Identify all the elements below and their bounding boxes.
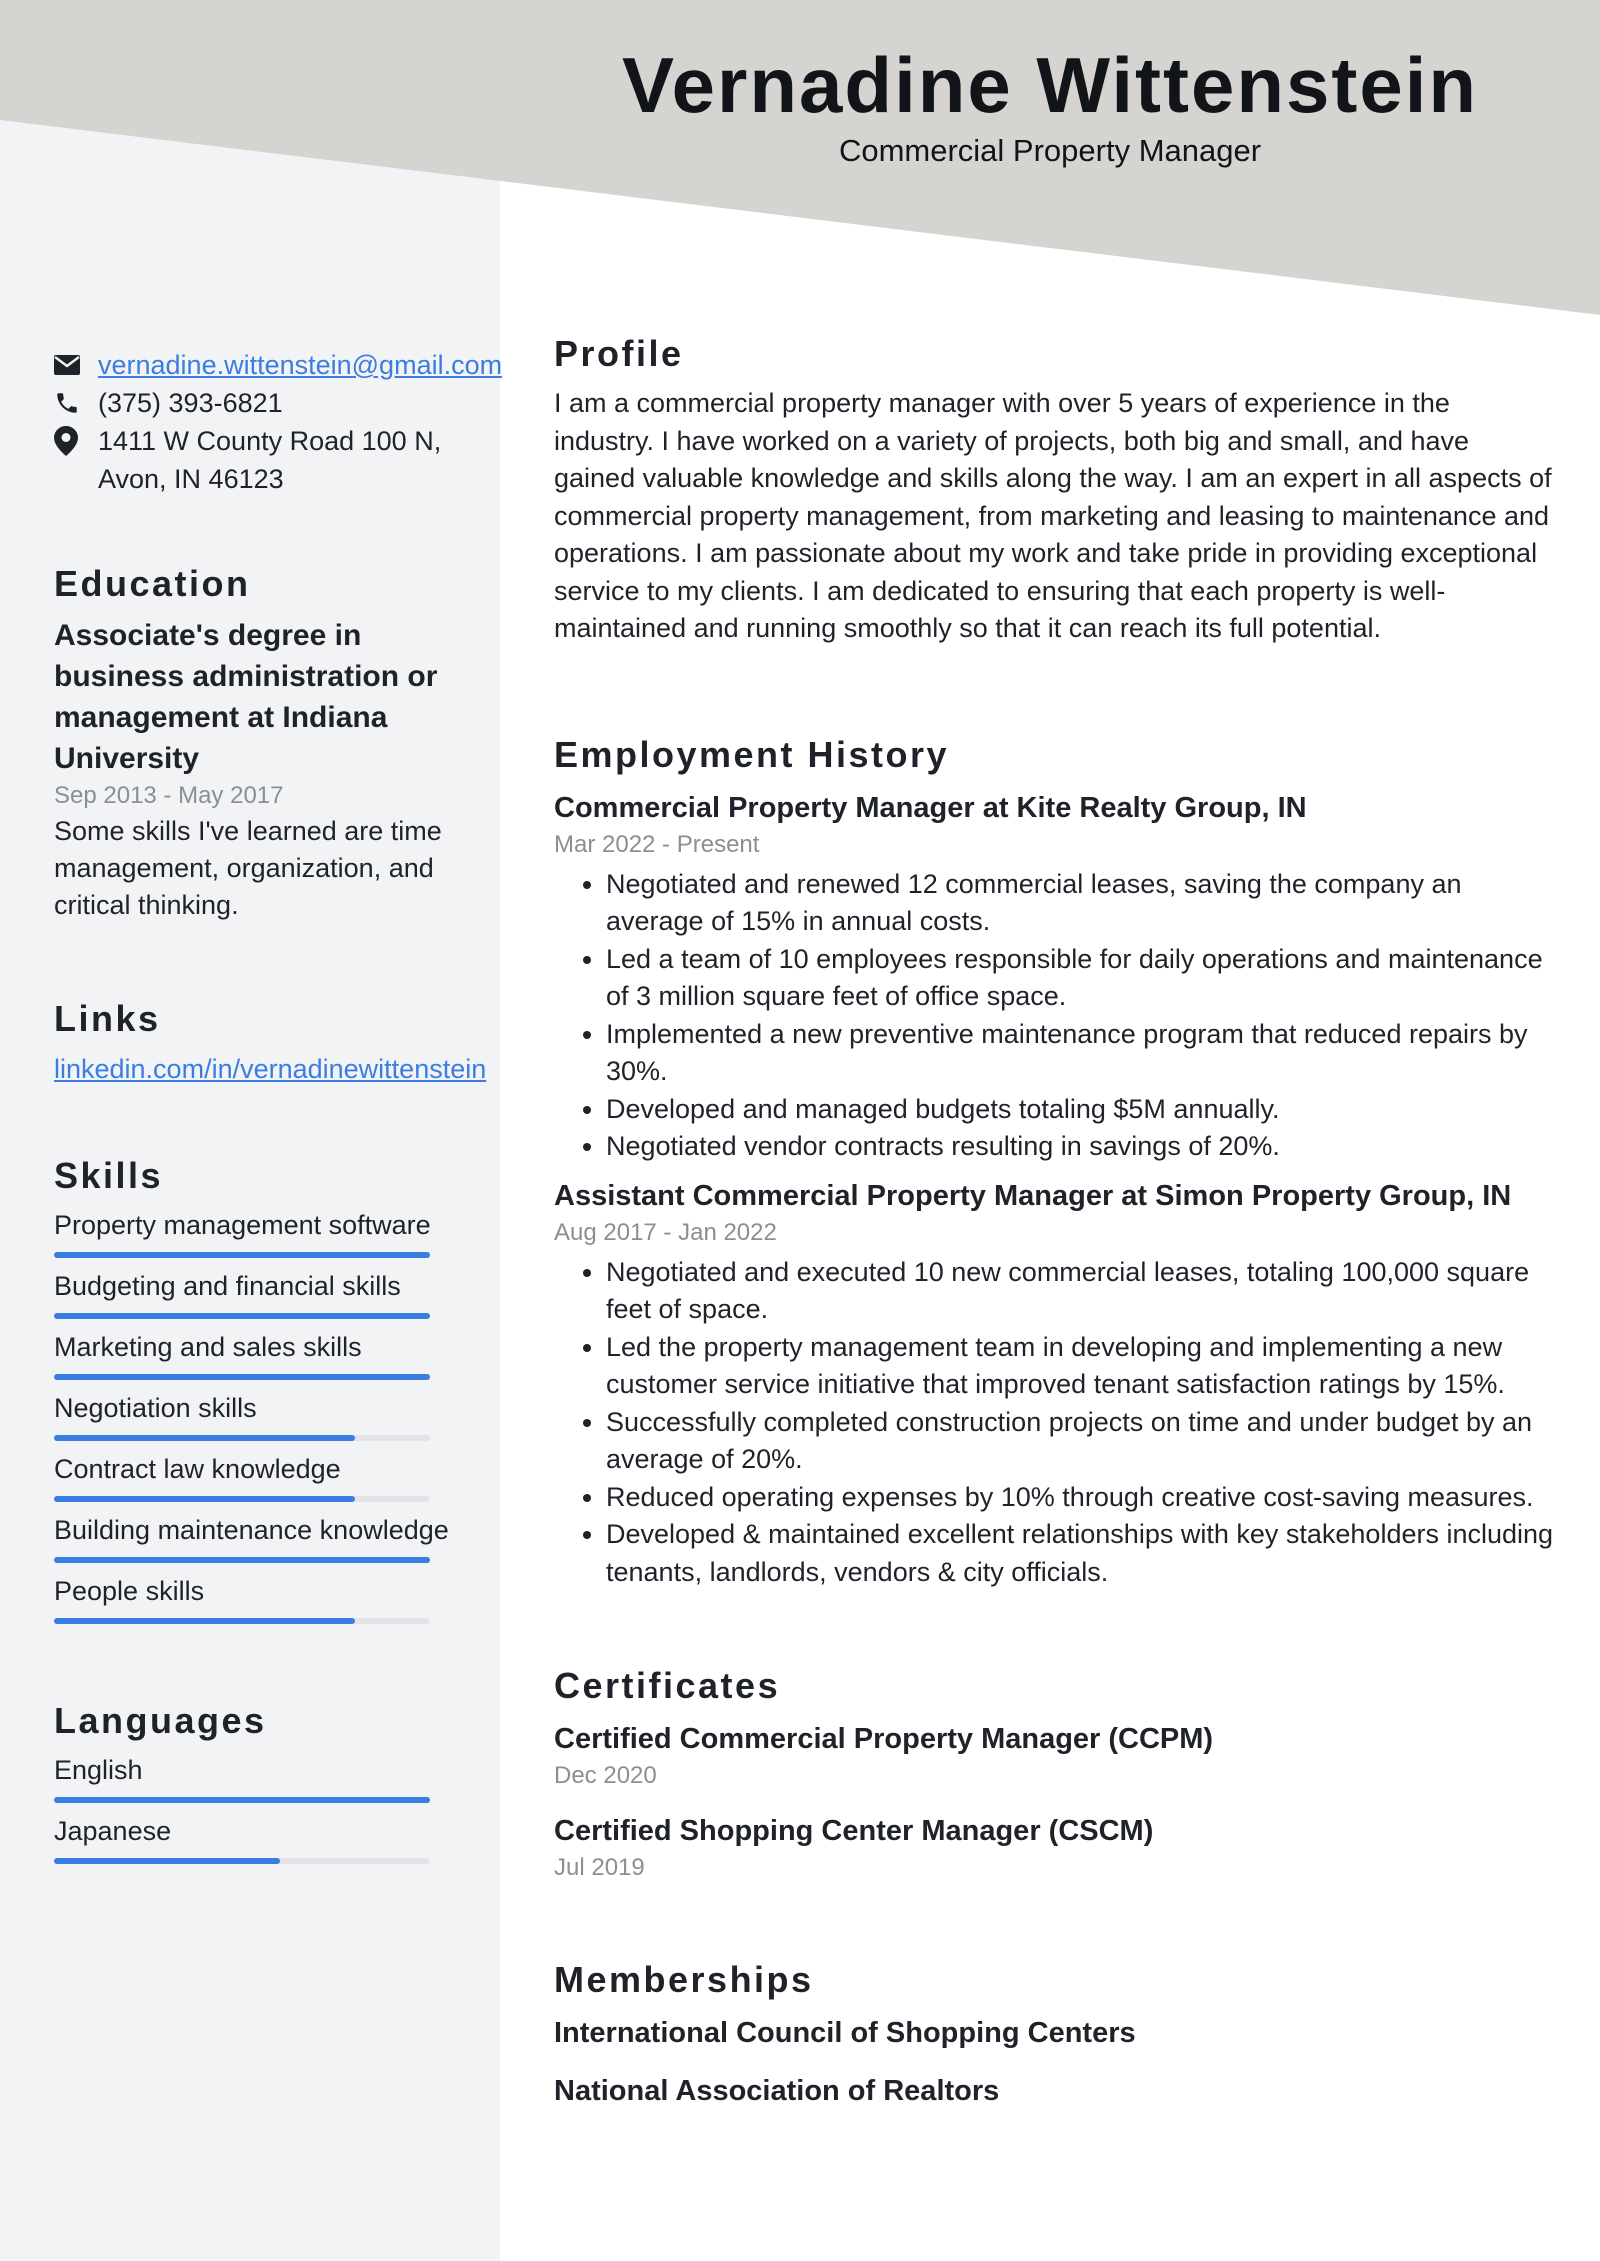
skill-name: People skills xyxy=(54,1576,205,1606)
sidebar xyxy=(54,346,503,1864)
skill-name: Budgeting and financial skills xyxy=(54,1271,401,1301)
language-item xyxy=(54,1752,499,1803)
language-item xyxy=(54,1813,499,1864)
language-level-bar xyxy=(54,1858,430,1864)
education-dates: Sep 2013 - May 2017 xyxy=(54,782,284,809)
language-level-bar xyxy=(54,1797,430,1803)
skill-level-fill xyxy=(54,1252,430,1258)
skill-name: Building maintenance knowledge xyxy=(54,1515,449,1545)
skill-level-fill xyxy=(54,1313,430,1319)
skill-name: Contract law knowledge xyxy=(54,1454,341,1484)
skill-level-bar xyxy=(54,1313,430,1319)
language-level-fill xyxy=(54,1797,430,1803)
education-degree: Associate's degree in business administration or management at Indiana University xyxy=(54,619,438,775)
contact-address-row xyxy=(54,422,499,498)
skill-name: Negotiation skills xyxy=(54,1393,257,1423)
address xyxy=(98,422,441,498)
map-pin-icon xyxy=(54,422,98,460)
profile-text: I am a commercial property manager with over 5 years of experience in the industry. I have worked on a variety of projects, both big and small, and have gained valuable knowledge and skills along the way. I am an expert in all aspects of commercial property management, from marketing and leasing to maintenance and operations. I am passionate about my work and take pride in providing exceptional service to my clients. I am dedicated to ensuring that each property is well-maintained and running smoothly so that it can reach its full potential. xyxy=(554,388,1552,643)
job-title: Commercial Property Manager xyxy=(838,133,1262,168)
skills-list xyxy=(54,1207,499,1624)
job-bullet: • Negotiated vendor contracts resulting in savings of 20%. xyxy=(606,1128,1554,1166)
main-content xyxy=(554,333,1554,2111)
skill-item xyxy=(54,1207,499,1258)
employment-heading: Employment History xyxy=(554,733,950,775)
job-entry-dates: Aug 2017 - Jan 2022 xyxy=(554,1218,777,1246)
membership-item: National Association of Realtors xyxy=(554,2075,1000,2107)
job-bullet: • Led a team of 10 employees responsible for daily operations and maintenance of 3 million square feet of office space. xyxy=(606,941,1554,1016)
job-entry xyxy=(554,1176,1554,1592)
email-link[interactable]: vernadine.wittenstein@gmail.com xyxy=(98,350,503,380)
certificate-item xyxy=(554,1719,1554,1793)
job-bullet: • Developed and managed budgets totaling $5M annually. xyxy=(606,1091,1554,1129)
skill-level-bar xyxy=(54,1252,430,1258)
certificates-list xyxy=(554,1719,1554,1885)
skill-item xyxy=(54,1573,499,1624)
phone-number: (375) 393-6821 xyxy=(98,388,283,418)
skill-level-bar xyxy=(54,1557,430,1563)
skill-level-bar xyxy=(54,1374,430,1380)
certificate-title: Certified Shopping Center Manager (CSCM) xyxy=(554,1815,1154,1847)
skill-level-bar xyxy=(54,1435,430,1441)
skill-item xyxy=(54,1329,499,1380)
skill-level-bar xyxy=(54,1496,430,1502)
membership-item: International Council of Shopping Centers xyxy=(554,2017,1136,2049)
skill-level-fill xyxy=(54,1557,430,1563)
skill-level-bar xyxy=(54,1618,430,1624)
contact-phone-row xyxy=(54,384,499,422)
skill-item xyxy=(54,1390,499,1441)
job-bullet: • Successfully completed construction projects on time and under budget by an average of 20%. xyxy=(606,1404,1554,1479)
job-entry-bullets xyxy=(554,866,1554,1166)
memberships-list xyxy=(554,2013,1554,2111)
contact-email-row xyxy=(54,346,503,384)
job-entry-dates: Mar 2022 - Present xyxy=(554,830,760,858)
address-line-1: 1411 W County Road 100 N, xyxy=(98,426,442,456)
skill-level-fill xyxy=(54,1496,355,1502)
links-heading: Links xyxy=(54,998,161,1039)
skill-name: Property management software xyxy=(54,1210,431,1240)
language-level-fill xyxy=(54,1858,280,1864)
candidate-name: Vernadine Wittenstein xyxy=(621,41,1479,129)
certificate-title: Certified Commercial Property Manager (CCPM) xyxy=(554,1723,1214,1755)
job-bullet: • Negotiated and executed 10 new commercial leases, totaling 100,000 square feet of space. xyxy=(606,1254,1554,1329)
language-name: Japanese xyxy=(54,1816,172,1846)
language-name: English xyxy=(54,1755,143,1785)
skill-level-fill xyxy=(54,1435,355,1441)
linkedin-link[interactable]: linkedin.com/in/vernadinewittenstein xyxy=(54,1054,487,1084)
languages-heading: Languages xyxy=(54,1700,267,1741)
job-entry xyxy=(554,788,1554,1166)
address-line-2: Avon, IN 46123 xyxy=(98,464,284,494)
job-entry-bullets xyxy=(554,1254,1554,1592)
phone-icon xyxy=(54,384,98,422)
memberships-heading: Memberships xyxy=(554,1959,814,2000)
certificates-heading: Certificates xyxy=(554,1665,781,1706)
job-bullet: • Implemented a new preventive maintenance program that reduced repairs by 30%. xyxy=(606,1016,1554,1091)
job-entry-title: Commercial Property Manager at Kite Realty Group, IN xyxy=(554,791,1307,824)
job-entry-title: Assistant Commercial Property Manager at Simon Property Group, IN xyxy=(554,1179,1512,1212)
job-bullet: • Led the property management team in developing and implementing a new customer service initiative that improved tenant satisfaction ratings by 15%. xyxy=(606,1329,1554,1404)
education-description: Some skills I've learned are time management, organization, and critical thinking. xyxy=(54,816,442,920)
skill-item xyxy=(54,1512,499,1563)
skill-item xyxy=(54,1268,499,1319)
job-bullet: • Developed & maintained excellent relationships with key stakeholders including tenants, landlords, vendors & city officials. xyxy=(606,1516,1554,1591)
languages-list xyxy=(54,1752,499,1864)
job-bullet: • Negotiated and renewed 12 commercial leases, saving the company an average of 15% in annual costs. xyxy=(606,866,1554,941)
profile-heading: Profile xyxy=(554,333,684,374)
skills-heading: Skills xyxy=(54,1155,164,1196)
certificate-item xyxy=(554,1811,1554,1885)
skill-name: Marketing and sales skills xyxy=(54,1332,362,1362)
job-bullet: • Reduced operating expenses by 10% through creative cost-saving measures. xyxy=(606,1479,1554,1517)
envelope-icon xyxy=(54,346,98,384)
skill-item xyxy=(54,1451,499,1502)
education-heading: Education xyxy=(54,563,251,604)
skill-level-fill xyxy=(54,1618,355,1624)
jobs-list xyxy=(554,788,1554,1592)
certificate-date: Jul 2019 xyxy=(554,1854,645,1881)
skill-level-fill xyxy=(54,1374,430,1380)
certificate-date: Dec 2020 xyxy=(554,1762,657,1789)
